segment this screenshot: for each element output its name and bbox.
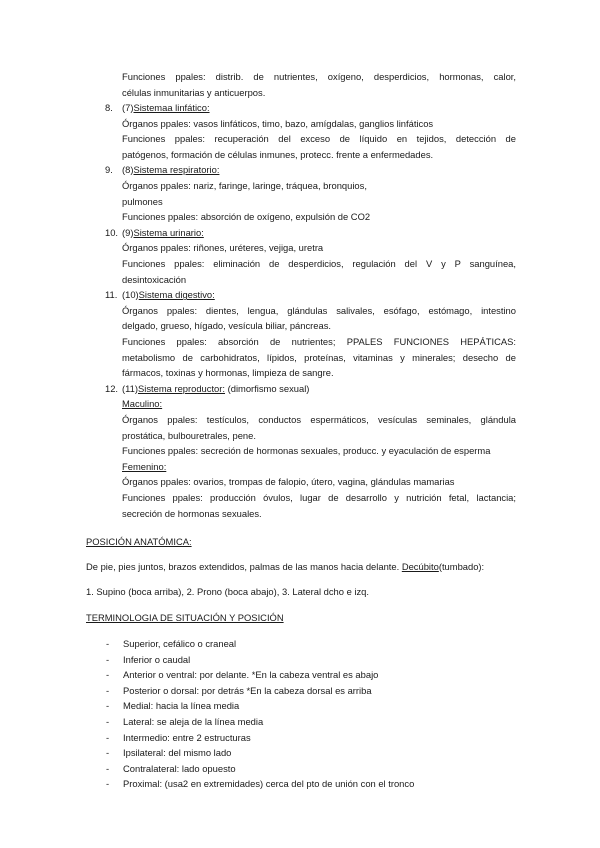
- list-item-text: Proximal: (usa2 en extremidades) cerca del pto de unión con el tronco: [123, 778, 415, 790]
- text-line: delgado, grueso, hígado, vesícula biliar, páncreas.: [122, 320, 331, 332]
- list-item-8-body: [122, 116, 516, 163]
- list-number: 12.: [105, 382, 119, 394]
- list-item-text: Anterior o ventral: por delante. *En la cabeza ventral es abajo: [123, 669, 379, 681]
- item-prefix: (11): [122, 382, 138, 394]
- dash-bullet: -: [106, 715, 110, 727]
- list-item: [106, 652, 414, 668]
- list-number: 9.: [105, 164, 113, 176]
- text-line: metabolismo de carbohidratos, lípidos, proteínas, vitaminas y minerales; desecho de: [122, 351, 516, 363]
- list-item-text: Medial: hacia la línea media: [123, 700, 240, 712]
- text-line: secreción de hormonas sexuales.: [122, 507, 262, 519]
- list-item-text: Contralateral: lado opuesto: [123, 762, 236, 774]
- text-line: fármacos, toxinas y hormonas, limpieza de sangre.: [122, 367, 334, 379]
- dash-bullet: -: [106, 762, 110, 774]
- item-prefix: (7): [122, 102, 134, 113]
- text-line: Órganos ppales: riñones, uréteres, vejiga, uretra: [122, 242, 324, 254]
- list-item-text: Ipsilateral: del mismo lado: [123, 747, 232, 759]
- text-line: Órganos ppales: ovarios, trompas de falopio, útero, vagina, glándulas mamarias: [122, 476, 455, 488]
- list-item-text: Inferior o caudal: [123, 653, 191, 665]
- dash-bullet: -: [106, 669, 110, 681]
- posicion-description: [86, 559, 484, 575]
- list-item: [106, 683, 414, 699]
- text-line: Funciones ppales: producción óvulos, lugar de desarrollo y nutrición fetal, lactancia;: [122, 491, 516, 503]
- dash-bullet: -: [106, 700, 110, 712]
- item-prefix: (10): [122, 289, 139, 301]
- text-line: Órganos ppales: testículos, conductos espermáticos, vesículas seminales, glándula: [122, 413, 516, 425]
- list-item-text: Superior, cefálico o craneal: [123, 638, 237, 649]
- text-line: desintoxicación: [122, 273, 187, 285]
- list-number: 8.: [105, 102, 113, 113]
- list-item: [106, 714, 414, 730]
- list-item-text: Intermedio: entre 2 estructuras: [123, 731, 251, 743]
- subsection-heading: Femenino:: [122, 460, 167, 472]
- dash-bullet: -: [106, 778, 110, 790]
- item-title: Sistema respiratorio:: [133, 164, 220, 176]
- dash-bullet: -: [106, 653, 110, 665]
- text-line: patógenos, formación de células inmunes, protecc. frente a enfermedades.: [122, 148, 434, 160]
- text-line: Funciones ppales: recuperación del exceso de líquido en tejidos, detección de: [122, 133, 516, 145]
- dash-bullet: -: [106, 747, 110, 759]
- list-item-11-body: [122, 303, 516, 381]
- top-continuation: [122, 69, 516, 100]
- text-line: Funciones ppales: absorción de nutrientes; PPALES FUNCIONES HEPÁTICAS:: [122, 335, 516, 347]
- list-item-9-body: [122, 178, 516, 225]
- list-item: [106, 730, 414, 746]
- item-title: Sistema urinario:: [133, 226, 204, 238]
- dash-bullet: -: [106, 731, 110, 743]
- text-line: Órganos ppales: vasos linfáticos, timo, bazo, amígdalas, ganglios linfáticos: [122, 117, 434, 129]
- item-prefix: (8): [122, 164, 134, 176]
- list-item-text: Lateral: se aleja de la línea media: [123, 715, 264, 727]
- dash-bullet: -: [106, 684, 110, 696]
- section-heading-terminologia: TERMINOLOGIA DE SITUACIÓN Y POSICIÓN: [86, 612, 284, 623]
- text-line: pulmones: [122, 195, 163, 207]
- text-line: Funciones ppales: distrib. de nutrientes, oxígeno, desperdicios, hormonas, calor,: [122, 71, 516, 82]
- text-fragment: (tumbado):: [438, 561, 485, 572]
- text-line: Funciones ppales: absorción de oxígeno, expulsión de CO2: [122, 211, 371, 223]
- terminology-list: [106, 636, 414, 792]
- list-item: [106, 698, 414, 714]
- list-item-12-heading: [105, 381, 309, 397]
- list-item-12-body: [122, 396, 516, 521]
- item-title: Sistema digestivo:: [138, 289, 215, 301]
- list-item-9-heading: [105, 162, 219, 178]
- text-line: Funciones ppales: eliminación de desperdicios, regulación del V y P sanguínea,: [122, 257, 516, 269]
- text-line: Órganos ppales: nariz, faringe, laringe, tráquea, bronquios,: [122, 180, 367, 191]
- item-title: Sistemaa linfático:: [133, 102, 210, 113]
- section-heading-posicion: POSICIÓN ANATÓMICA:: [86, 536, 192, 547]
- list-number: 10.: [105, 226, 119, 238]
- list-item-10-body: [122, 240, 516, 287]
- dash-bullet: -: [106, 638, 110, 649]
- decubito-term: Decúbito: [401, 561, 439, 572]
- list-item: [106, 776, 414, 792]
- item-title: Sistema reproductor:: [137, 382, 226, 394]
- list-item-8-heading: [105, 100, 210, 116]
- posicion-types: 1. Supino (boca arriba), 2. Prono (boca abajo), 3. Lateral dcho e izq.: [86, 586, 369, 597]
- item-suffix: (dimorfismo sexual): [225, 382, 310, 394]
- list-item: [106, 745, 414, 761]
- subsection-heading: Maculino:: [122, 398, 163, 410]
- text-line: Órganos ppales: dientes, lengua, glándulas salivales, esófago, estómago, intestino: [122, 304, 516, 316]
- list-item-10-heading: [105, 225, 204, 241]
- list-item-11-heading: [105, 287, 215, 303]
- list-item: [106, 761, 414, 777]
- list-item: [106, 667, 414, 683]
- text-line: prostática, bulbouretrales, pene.: [122, 429, 256, 441]
- text-fragment: De pie, pies juntos, brazos extendidos, palmas de las manos hacia delante.: [86, 561, 402, 572]
- text-line: Funciones ppales: secreción de hormonas sexuales, producc. y eyaculación de esperma: [122, 445, 491, 457]
- list-number: 11.: [105, 289, 118, 301]
- item-prefix: (9): [122, 226, 134, 238]
- list-item: [106, 636, 414, 652]
- text-line: células inmunitarias y anticuerpos.: [122, 86, 266, 98]
- list-item-text: Posterior o dorsal: por detrás *En la cabeza dorsal es arriba: [123, 684, 372, 696]
